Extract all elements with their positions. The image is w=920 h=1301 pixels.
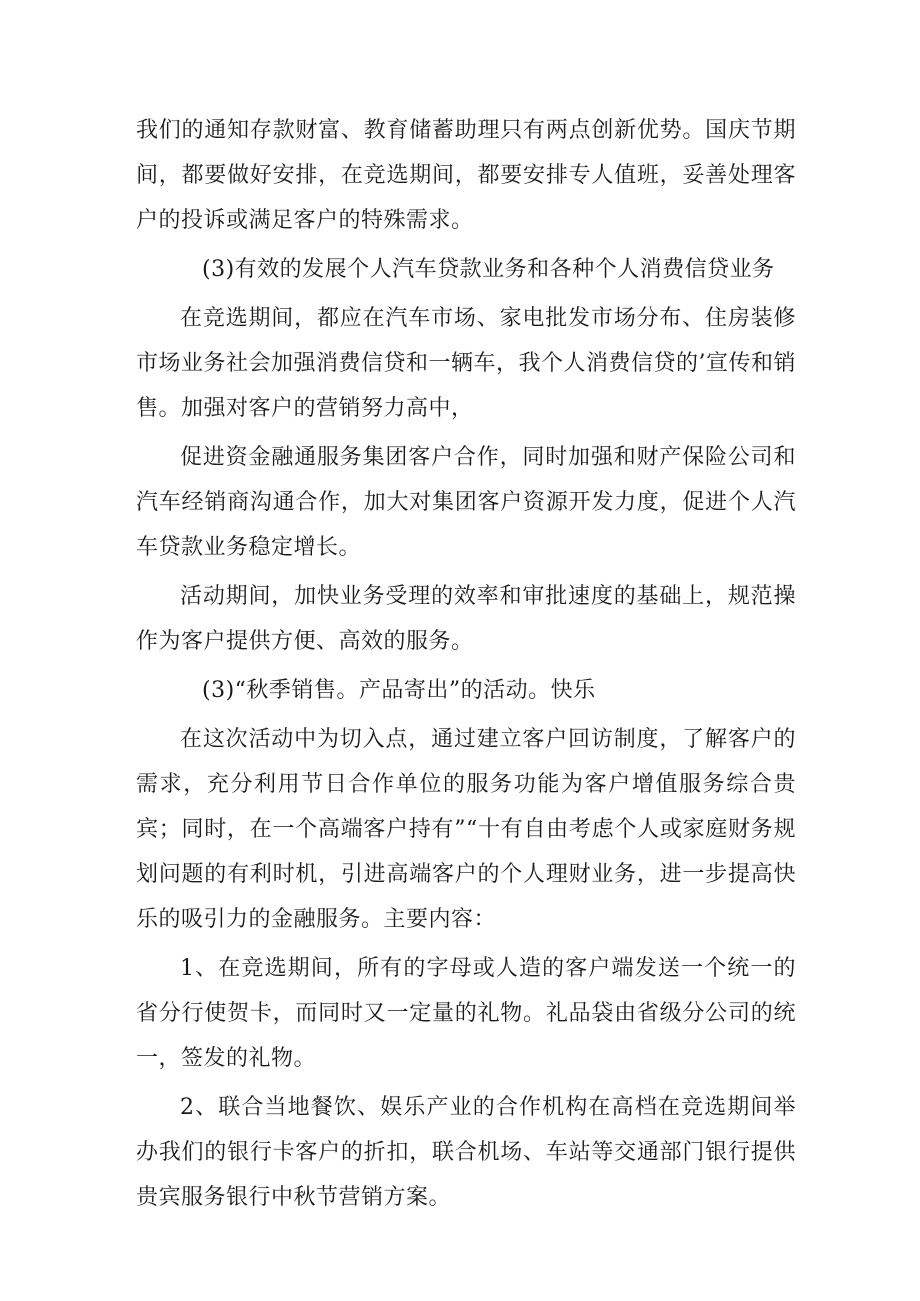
document-body — [136, 108, 796, 1224]
paragraph-1: 我们的通知存款财富、教育储蓄助理只有两点创新优势。国庆节期间，都要做好安排，在竞选期间，都要安排专人值班，妥善处理客户的投诉或满足客户的特殊需求。 — [136, 118, 796, 233]
paragraph-5: 活动期间，加快业务受理的效率和审批速度的基础上，规范操作为客户提供方便、高效的服务。 — [136, 584, 796, 654]
list-item-2: 2、联合当地餐饮、娱乐产业的合作机构在高档在竞选期间举办我们的银行卡客户的折扣，联合机场、车站等交通部门银行提供贵宾服务银行中秋节营销方案。 — [136, 1095, 796, 1210]
section-heading-auto-loans: (3)有效的发展个人汽车贷款业务和各种个人消费信贷业务 — [202, 257, 775, 282]
paragraph-7: 在这次活动中为切入点，通过建立客户回访制度，了解客户的需求，充分利用节日合作单位的服务功能为客户增值服务综合贵宾；同时，在一个高端客户持有”“十有自由考虑个人或家庭财务规划问题的有利时机，引进高端客户的个人理财业务，进一步提高快乐的吸引力的金融服务。主要内容： — [136, 727, 796, 932]
list-item-1: 1、在竞选期间，所有的字母或人造的客户端发送一个统一的省分行使贺卡，而同时又一定量的礼物。礼品袋由省级分公司的统一，签发的礼物。 — [136, 956, 796, 1071]
paragraph-3: 在竞选期间，都应在汽车市场、家电批发市场分布、住房装修市场业务社会加强消费信贷和一辆车，我个人消费信贷的’宣传和销售。加强对客户的营销努力高中， — [136, 306, 796, 421]
section-heading-autumn-sales: (3)“秋季销售。产品寄出”的活动。快乐 — [202, 678, 596, 703]
paragraph-4: 促进资金融通服务集团客户合作，同时加强和财产保险公司和汽车经销商沟通合作，加大对集团客户资源开发力度，促进个人汽车贷款业务稳定增长。 — [136, 445, 796, 560]
